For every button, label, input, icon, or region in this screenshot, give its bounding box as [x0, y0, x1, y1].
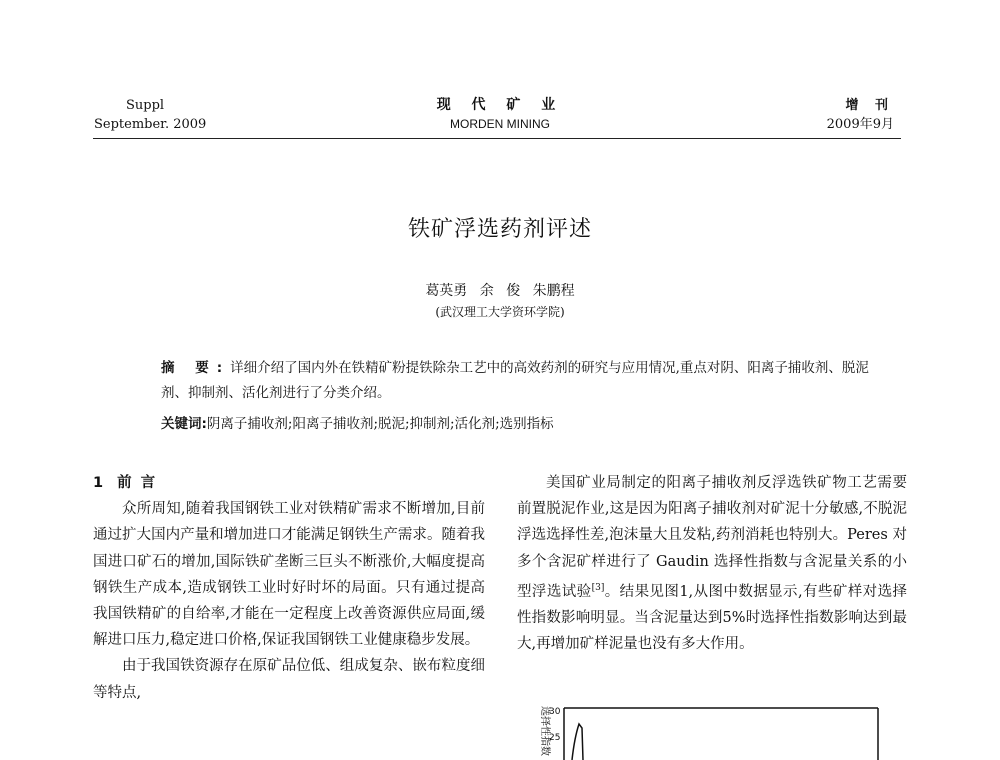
keywords: [161, 412, 554, 432]
citation: [3]: [591, 582, 605, 593]
abstract-label: 摘 要:: [161, 360, 231, 376]
journal-name-cn: 现 代 矿 业: [436, 97, 564, 113]
article-authors: 葛英勇 余 俊 朱鹏程: [425, 283, 575, 299]
header-left: [94, 96, 206, 134]
section-heading: [93, 470, 485, 496]
keywords-label: 关键词:: [161, 416, 207, 432]
figure-1-partial: [520, 700, 900, 760]
journal-suppl: Suppl: [126, 98, 165, 113]
figure-ytick-25: 25: [549, 733, 561, 743]
journal-issue-cn: 增 刊: [845, 98, 894, 113]
header-right: [827, 96, 894, 134]
paragraph: 众所周知,随着我国钢铁工业对铁精矿需求不断增加,目前通过扩大国内产量和增加进口才能满足钢铁生产需求。随着我国进口矿石的增加,国际铁矿垄断三巨头不断涨价,大幅度提高钢铁生产成本,造成钢铁工业时好时坏的局面。只有通过提高我国铁精矿的自给率,才能在一定程度上改善资源供应局面,缓解进口压力,稳定进口价格,保证我国钢铁工业健康稳步发展。: [93, 501, 485, 649]
keywords-text: 阴离子捕收剂;阳离子捕收剂;脱泥;抑制剂;活化剂;选别指标: [206, 416, 554, 432]
paragraph: 由于我国铁资源存在原矿品位低、组成复杂、嵌布粒度细等特点,: [93, 658, 485, 701]
abstract-text: 详细介绍了国内外在铁精矿粉提铁除杂工艺中的高效药剂的研究与应用情况,重点对阴、阳离子捕收剂、脱泥剂、抑制剂、活化剂进行了分类介绍。: [161, 360, 869, 401]
article-title: 铁矿浮选药剂评述: [407, 217, 592, 242]
figure-ylabel: 选择性指数: [539, 706, 550, 756]
section-title: 前 言: [117, 475, 158, 491]
journal-name-en: MORDEN MINING: [450, 117, 550, 131]
abstract: [95, 356, 885, 406]
paragraph: [517, 470, 907, 657]
journal-date-en: September. 2009: [94, 117, 207, 132]
paragraph-text: 美国矿业局制定的阳离子捕收剂反浮选铁矿物工艺需要前置脱泥作业,这是因为阳离子捕收剂对矿泥十分敏感,不脱泥浮选选择性差,泡沫量大且发粘,药剂消耗也特别大。Peres 对多个含泥矿样进行了 Gaudin 选择性指数与含泥量关系的小型浮选试验: [517, 475, 907, 600]
left-column: [93, 470, 485, 706]
header-rule: [93, 138, 901, 139]
section-number: 1: [93, 475, 106, 491]
right-column: [517, 470, 907, 657]
header-center: [380, 96, 620, 134]
figure-curve: [572, 724, 583, 760]
journal-date-cn: 2009年9月: [826, 117, 894, 132]
figure-ytick-30: 30: [549, 707, 561, 717]
article-affiliation: (武汉理工大学资环学院): [435, 305, 565, 319]
paragraph-text: 。结果见图1,从图中数据显示,有些矿样对选择性指数影响明显。当含泥量达到5%时选择性指数影响达到最大,再增加矿样泥量也没有多大作用。: [517, 583, 907, 653]
